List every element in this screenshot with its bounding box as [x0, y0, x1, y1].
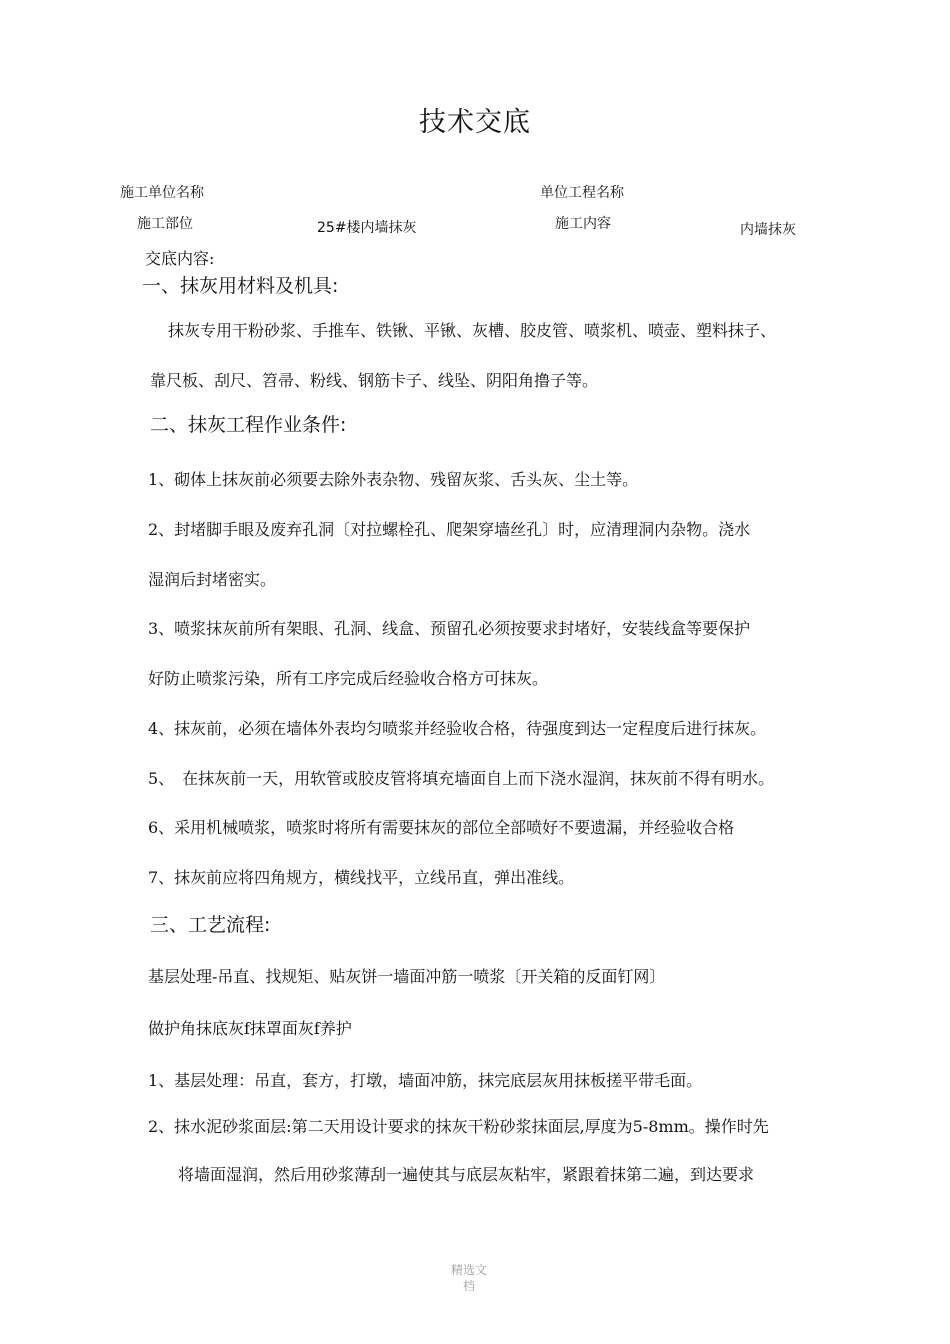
footer-line: 精选文: [450, 1263, 487, 1277]
document-title: 技术交底: [419, 107, 531, 138]
body-line: 1、砌体上抹灰前必须要去除外表杂物、残留灰浆、舌头灰、尘土等。: [148, 470, 639, 489]
body-line: 靠尺板、刮尺、笤帚、粉线、钢筋卡子、线坠、阴阳角撸子等。: [150, 371, 599, 390]
body-line: 1、基层处理：吊直，套方，打墩，墙面冲筋，抹完底层灰用抹板搓平带毛面。: [148, 1071, 703, 1090]
body-line: 好防止喷浆污染，所有工序完成后经验收合格方可抹灰。: [148, 669, 549, 688]
body-line: 2、封堵脚手眼及废弃孔洞〔对拉螺栓孔、爬架穿墙丝孔〕时，应清理洞内杂物。浇水: [148, 520, 751, 539]
project-label: 单位工程名称: [540, 185, 624, 201]
body-line: 5、 在抹灰前一天，用软管或胶皮管将填充墙面自上而下浇水湿润，抹灰前不得有明水。: [148, 769, 775, 788]
body-line: 3、喷浆抹灰前所有架眼、孔洞、线盒、预留孔必须按要求封堵好，安装线盒等要保护: [148, 619, 751, 638]
location-label: 施工部位: [137, 216, 193, 232]
body-line: 2、抹水泥砂浆面层:第二天用设计要求的抹灰干粉砂浆抹面层,厚度为5-8mm。操作时先: [148, 1117, 769, 1136]
content-label: 施工内容: [555, 216, 611, 232]
section-heading: 一、抹灰用材料及机具:: [142, 275, 339, 297]
footer-text: [0, 1262, 938, 1294]
body-line: 4、抹灰前，必须在墙体外表均匀喷浆并经验收合格，待强度到达一定程度后进行抹灰。: [148, 719, 767, 738]
intro-label: 交底内容:: [145, 249, 215, 268]
body-line: 抹灰专用干粉砂浆、手推车、铁锹、平锹、灰槽、胶皮管、喷浆机、喷壶、塑料抹子、: [168, 321, 777, 340]
body-line: 将墙面湿润，然后用砂浆薄刮一遍使其与底层灰粘牢，紧跟着抹第二遍，到达要求: [178, 1165, 755, 1184]
company-label: 施工单位名称: [120, 185, 204, 201]
section-heading: 三、工艺流程:: [150, 914, 271, 936]
body-line: 做护角抹底灰f抹罩面灰f养护: [148, 1019, 352, 1038]
location-value: 25#楼内墙抹灰: [317, 220, 417, 236]
content-value: 内墙抹灰: [740, 222, 796, 238]
body-line: 基层处理-吊直、找规矩、贴灰饼一墙面冲筋一喷浆〔开关箱的反面钉网〕: [148, 967, 666, 986]
body-line: 湿润后封堵密实。: [148, 570, 277, 589]
body-line: 7、抹灰前应将四角规方，横线找平，立线吊直，弹出准线。: [148, 868, 575, 887]
section-heading: 二、抹灰工程作业条件:: [150, 414, 347, 436]
body-line: 6、采用机械喷浆，喷浆时将所有需要抹灰的部位全部喷好不要遗漏，并经验收合格: [148, 818, 735, 837]
footer-line: 档: [463, 1279, 476, 1293]
